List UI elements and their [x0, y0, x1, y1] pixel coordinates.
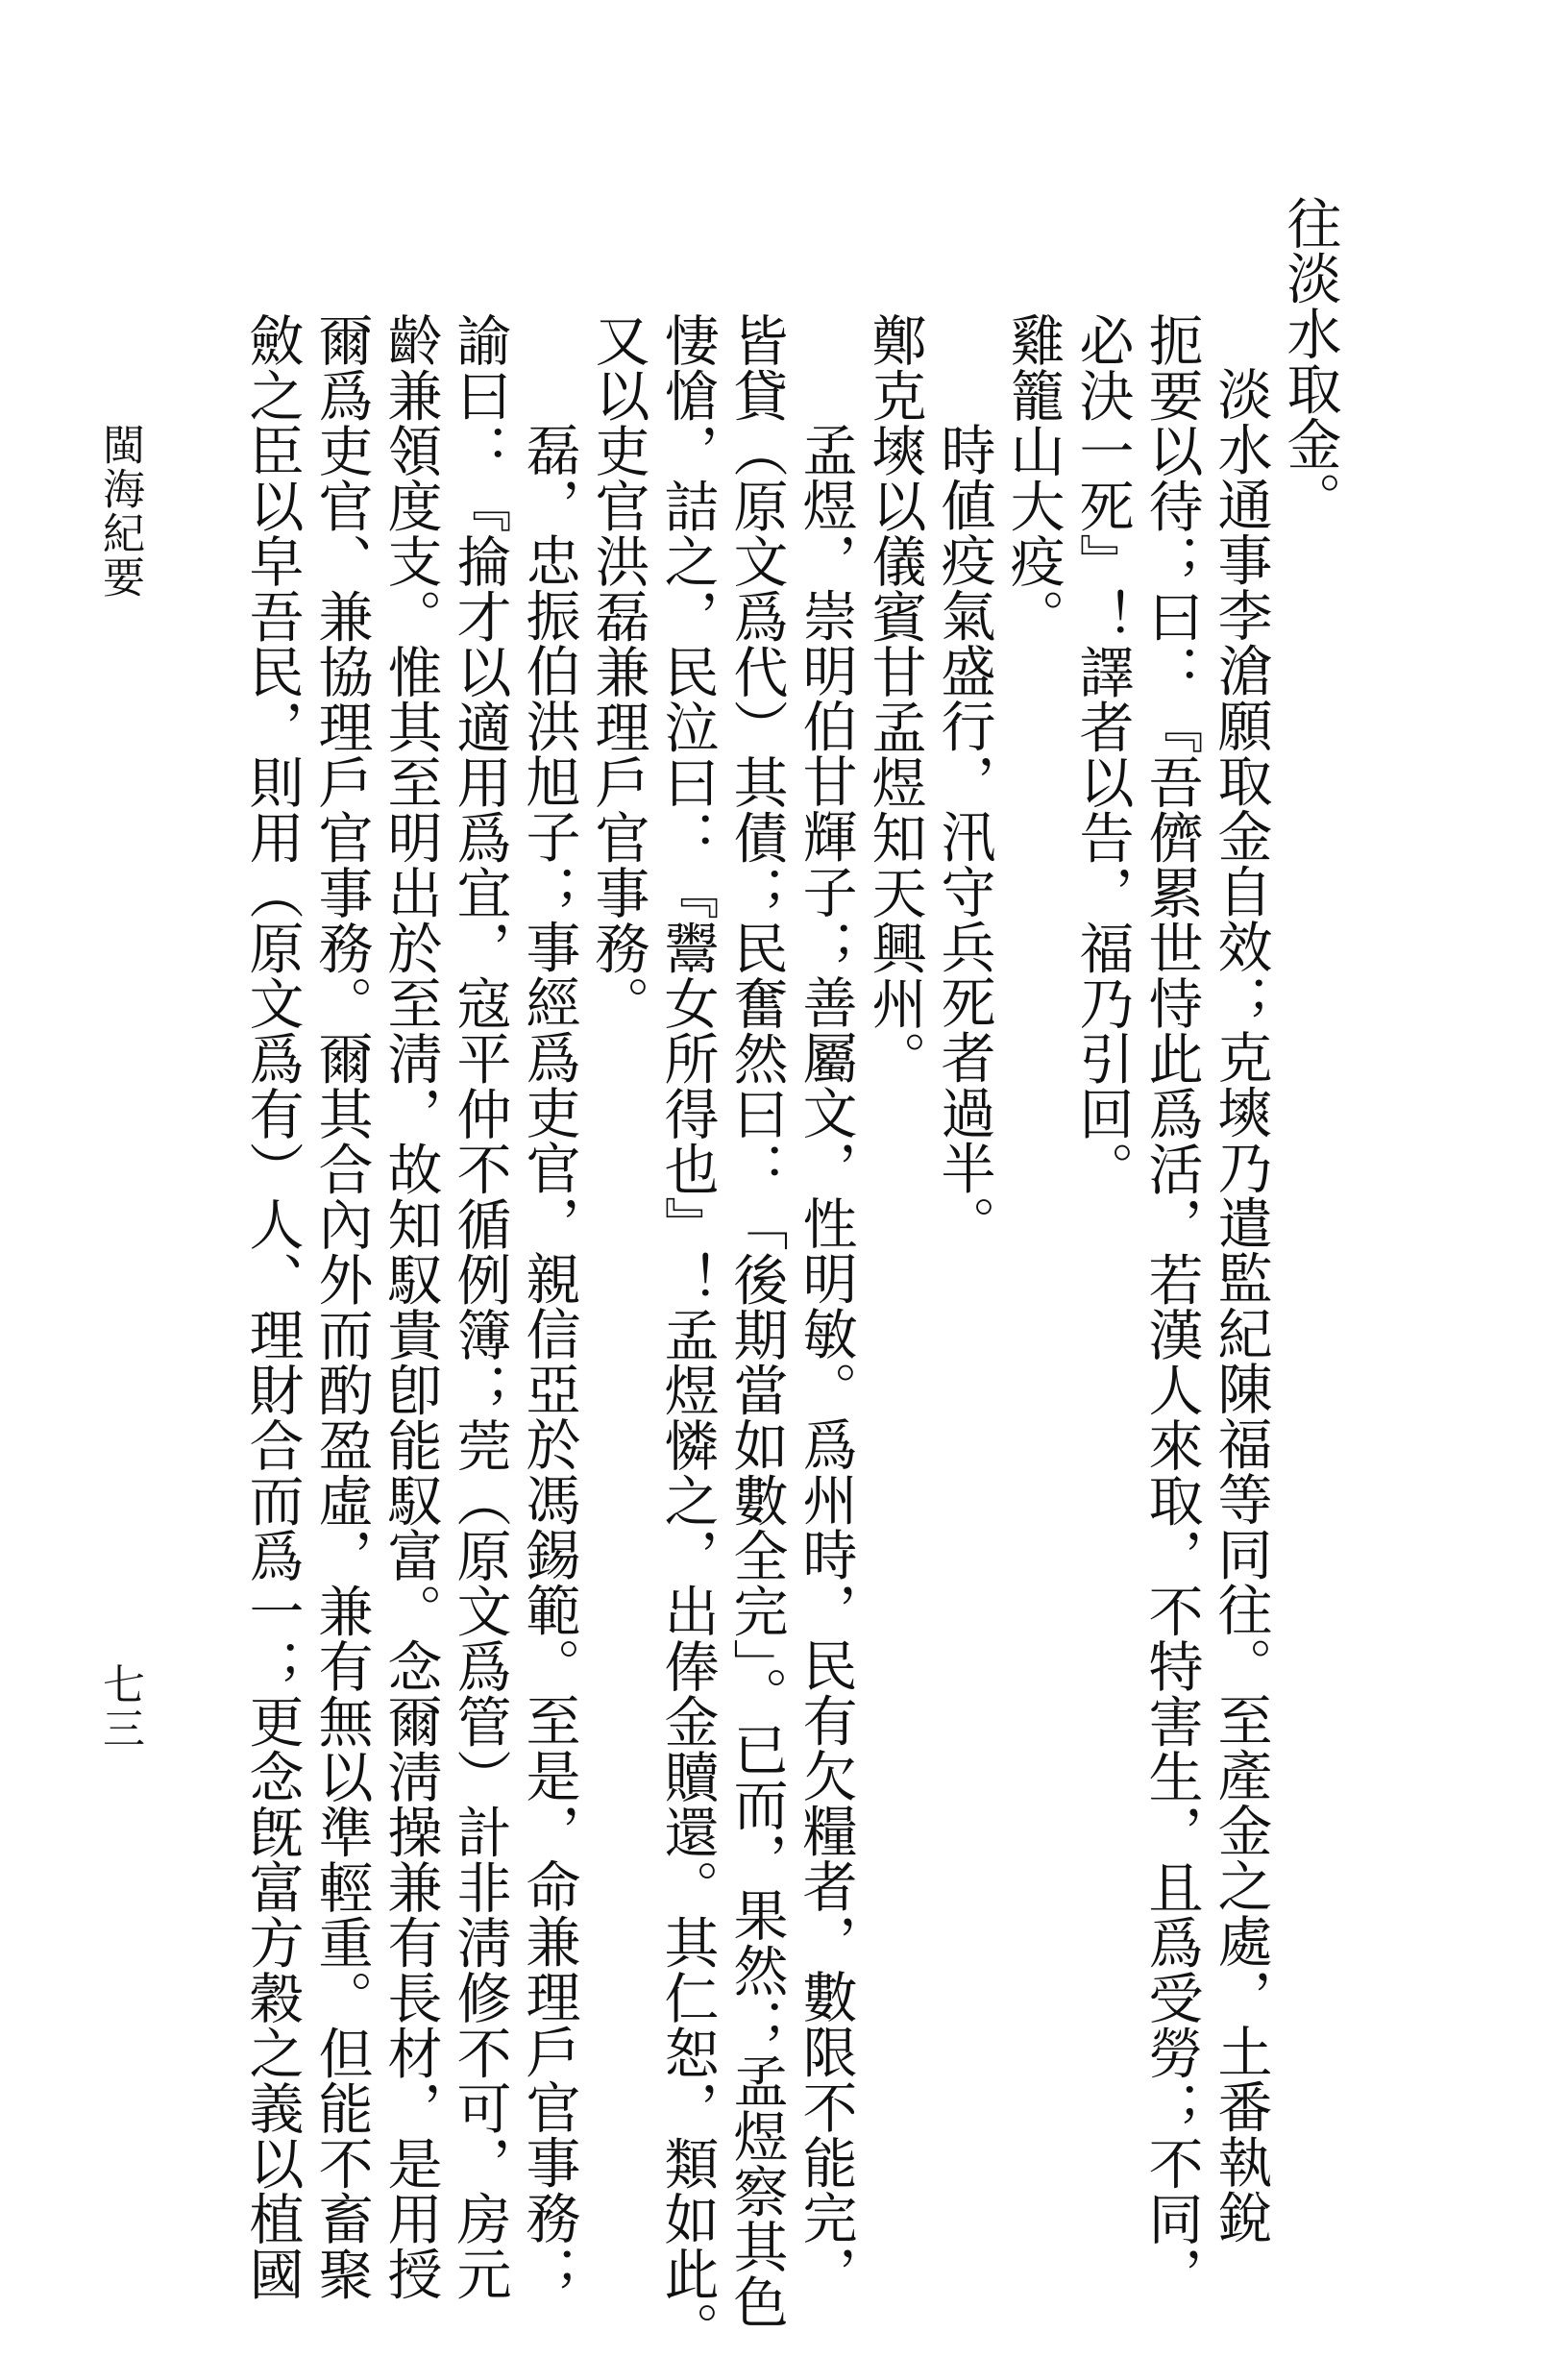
- text-line-14: 齡兼領度支。惟其至明出於至淸，故知馭貴卽能馭富。念爾淸操兼有長材，是用授: [379, 312, 442, 2301]
- text-line-12: 磊，忠振伯洪旭子；事經爲吏官，親信亞於馮錫範。至是，命兼理戶官事務；: [517, 422, 580, 2300]
- text-line-2: 淡水通事李滄願取金自效；克塽乃遣監紀陳福等同往。至產金之處，土番執銳: [1209, 366, 1272, 2245]
- text-line-15: 爾爲吏官、兼協理戶官事務。爾其合內外而酌盈虛，兼有無以準輕重。但能不畜聚: [309, 312, 373, 2301]
- text-line-13: 諭曰：『掄才以適用爲宜，寇平仲不循例簿；莞（原文爲管）計非淸修不可，房元: [448, 312, 511, 2301]
- text-line-9: 皆貸（原文爲代）其債；民奮然曰：「後期當如數全完」。已而，果然；孟煜察其色: [724, 312, 788, 2329]
- text-line-16: 斂之臣以皁吾民，則用（原文爲有）人、理財合而爲一；更念旣富方穀之義以植國: [240, 312, 304, 2301]
- text-line-8: 孟煜，崇明伯甘輝子；善屬文，性明敏。爲州時，民有欠糧者，數限不能完，: [794, 422, 857, 2300]
- text-line-1: 往淡水取金。: [1278, 195, 1341, 527]
- text-line-7: 鄭克塽以儀賓甘孟煜知天興州。: [863, 312, 926, 1086]
- text-line-5: 雞籠山大疫。: [1001, 312, 1065, 644]
- page-number: 七三: [95, 1662, 144, 1751]
- text-line-10: 悽愴，詰之，民泣曰：『鬻女所得也』！孟煜憐之，出俸金贖還。其仁恕，類如此。: [655, 312, 719, 2357]
- running-title: 閩海紀要: [95, 423, 144, 600]
- text-line-6: 時値疫氣盛行，汛守兵死者過半。: [932, 422, 995, 1251]
- text-line-3: 扼要以待；曰：『吾儕累世恃此爲活，若漢人來取，不特害生，且爲受勞；不同，: [1139, 312, 1203, 2301]
- text-line-4: 必決一死』！譯者以告，福乃引回。: [1070, 312, 1134, 1196]
- text-line-11: 又以吏官洪磊兼理戶官事務。: [586, 312, 649, 1031]
